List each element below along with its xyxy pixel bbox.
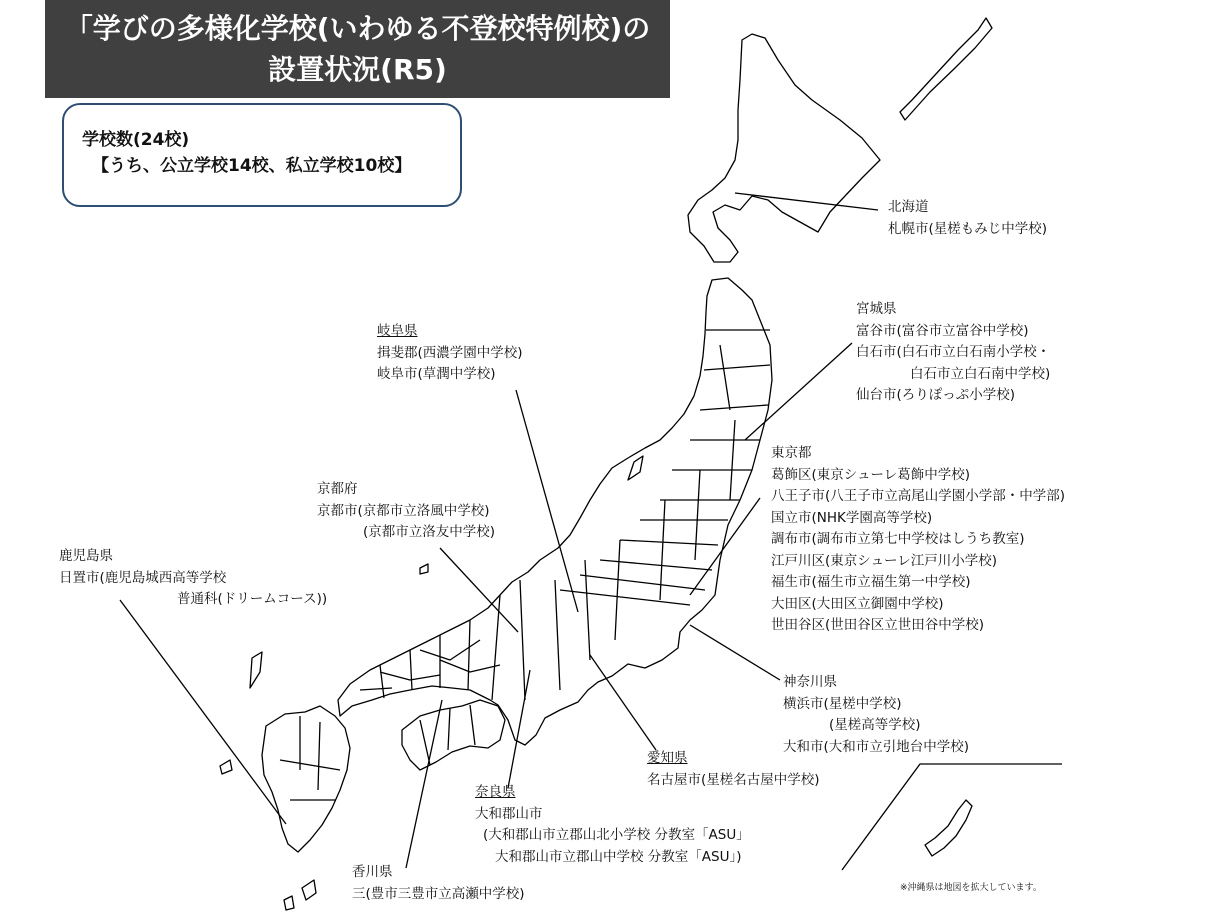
region-name-nara: 奈良県	[475, 784, 516, 800]
school-line: 岐阜市(草潤中学校)	[377, 366, 496, 382]
school-line: 三(豊市三豊市立高瀬中学校)	[352, 885, 525, 902]
label-hokkaido	[888, 197, 1047, 240]
shikoku-outline	[402, 700, 505, 770]
school-line: 横浜市(星槎中学校)	[783, 695, 902, 712]
school-line: (星槎高等学校)	[829, 717, 921, 733]
label-tokyo	[771, 443, 1065, 637]
school-line: 大和郡山市立郡山中学校 分教室「ASU」)	[495, 848, 742, 865]
school-line: 札幌市(星槎もみじ中学校)	[888, 220, 1048, 237]
school-line: 葛飾区(東京シューレ葛飾中学校)	[771, 466, 970, 483]
school-line: 世田谷区(世田谷区立世田谷中学校)	[771, 617, 985, 633]
region-name-kanagawa: 神奈川県	[783, 674, 837, 690]
school-line: 名古屋市(星槎名古屋中学校)	[647, 771, 820, 788]
region-name-hokkaido: 北海道	[888, 199, 929, 215]
school-line: 白石市(白石市立白石南小学校・	[856, 344, 1051, 360]
school-line: 仙台市(ろりぽっぷ小学校)	[856, 387, 1016, 403]
school-line: 富谷市(富谷市立富谷中学校)	[856, 322, 1029, 339]
leader-kagawa	[406, 700, 442, 868]
school-line: 江戸川区(東京シューレ江戸川小学校)	[771, 552, 997, 569]
leader-kanagawa	[690, 625, 780, 680]
school-line: (京都市立洛友中学校)	[363, 524, 496, 540]
school-line: (大和郡山市立郡山北小学校 分教室「ASU」	[483, 827, 750, 843]
okinawa-note: ※沖縄県は地図を拡大しています。	[900, 883, 1042, 893]
leader-gifu	[516, 390, 578, 612]
school-line: 国立市(NHK学園高等学校)	[771, 509, 933, 526]
region-name-kagawa: 香川県	[352, 864, 393, 880]
leader-tokyo	[690, 498, 760, 595]
okinawa-inset-frame	[842, 764, 1062, 870]
kyushu-outline	[262, 706, 350, 852]
school-line: 揖斐郡(西濃学園中学校)	[377, 344, 523, 361]
region-name-aichi: 愛知県	[647, 750, 688, 766]
hokkaido-outline	[688, 34, 880, 262]
title-line-1: 「学びの多様化学校(いわゆる不登校特例校)の	[64, 12, 651, 45]
okinawa-outline	[925, 800, 972, 856]
leader-kagoshima	[120, 600, 286, 824]
school-line: 白石市立白石南中学校)	[910, 365, 1051, 382]
region-name-miyagi: 宮城県	[856, 301, 897, 317]
label-nara	[475, 782, 750, 868]
region-name-kagoshima: 鹿児島県	[59, 548, 113, 564]
summary-total: 学校数(24校)	[82, 130, 190, 150]
leader-aichi	[590, 655, 656, 750]
label-miyagi	[856, 299, 1050, 407]
label-kagoshima	[59, 546, 327, 611]
school-line: 大和郡山市	[475, 805, 543, 822]
summary-box	[62, 103, 462, 207]
northern-islands-outline	[900, 18, 992, 120]
title-line-2: 設置状況(R5)	[268, 53, 447, 86]
label-gifu	[377, 321, 523, 386]
leader-miyagi	[745, 343, 852, 440]
school-line: 調布市(調布市立第七中学校はしうち教室)	[771, 531, 1025, 547]
school-line: 福生市(福生市立福生第一中学校)	[771, 574, 971, 590]
school-line: 八王子市(八王子市立高尾山学園小学部・中学部)	[771, 488, 1066, 504]
summary-breakdown: 【うち、公立学校14校、私立学校10校】	[92, 156, 412, 176]
label-kagawa	[352, 862, 525, 905]
region-name-tokyo: 東京都	[771, 445, 812, 461]
school-line: 大田区(大田区立御園中学校)	[771, 595, 944, 612]
leader-hokkaido	[735, 193, 878, 210]
school-line: 大和市(大和市立引地台中学校)	[783, 738, 970, 755]
region-name-kyoto: 京都府	[317, 481, 358, 497]
region-name-gifu: 岐阜県	[377, 323, 418, 339]
school-line: 京都市(京都市立洛風中学校)	[317, 502, 490, 519]
school-line: 普通科(ドリームコース))	[177, 591, 328, 607]
title-banner	[45, 0, 670, 98]
label-kyoto	[317, 479, 495, 544]
leader-kyoto	[440, 548, 518, 632]
school-line: 日置市(鹿児島城西高等学校	[59, 569, 227, 586]
label-kanagawa	[783, 672, 969, 758]
